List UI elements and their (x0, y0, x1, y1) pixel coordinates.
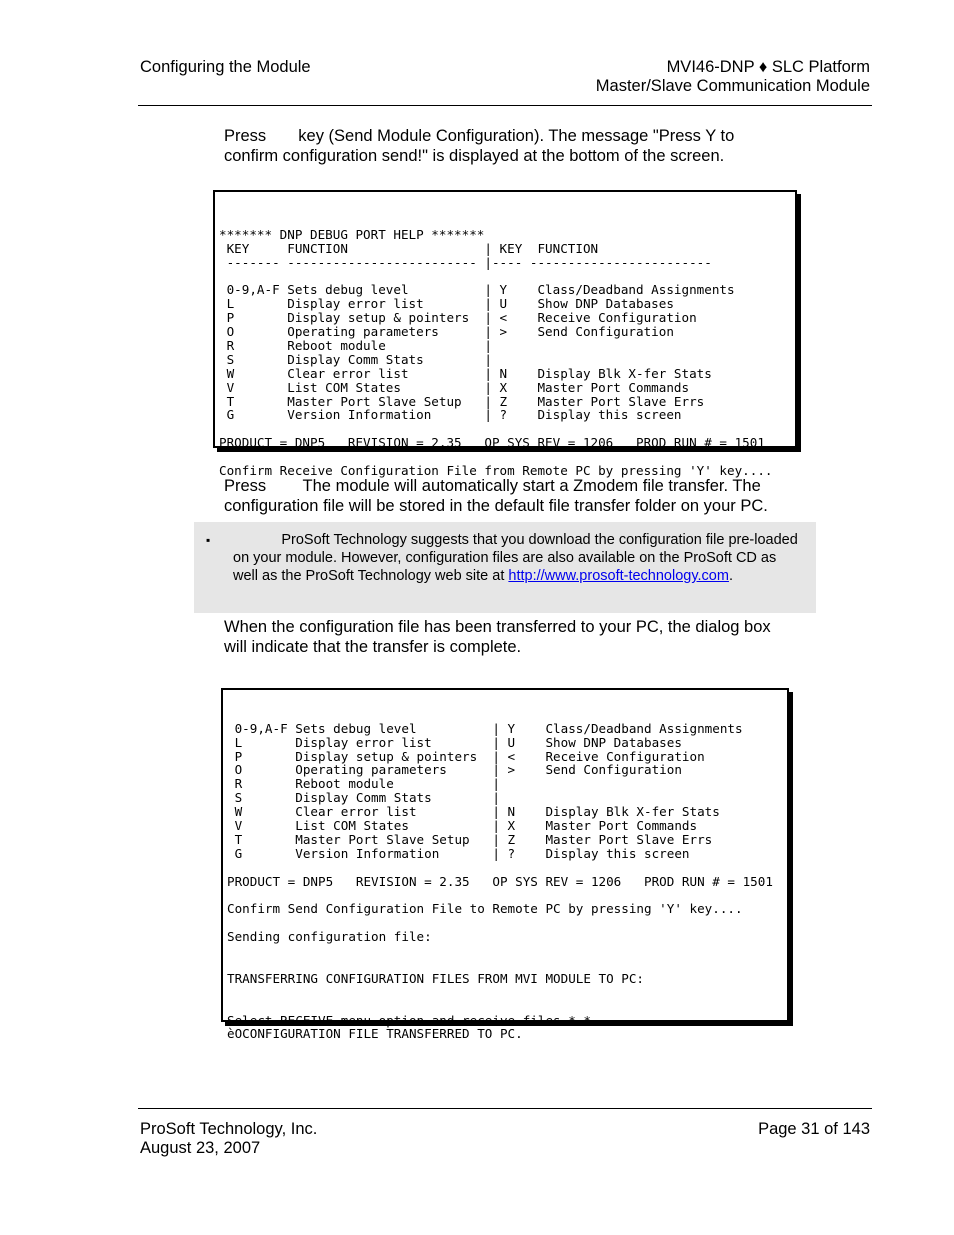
terminal-line (227, 986, 787, 1000)
terminal-line: ------- ------------------------- |---- ------------------------ (219, 254, 712, 270)
note-text (233, 531, 802, 585)
terminal-line: Select RECEIVE menu option and receive files *.* (227, 1012, 591, 1028)
step1-line1: Press key (Send Module Configuration). The message "Press Y to (224, 127, 735, 145)
note-text-end: . (728, 568, 733, 584)
terminal-line: W Clear error list | N Display Blk X-fer Stats (227, 804, 720, 820)
terminal-line (227, 889, 787, 903)
terminal-line: V List COM States | X Master Port Commands (227, 818, 698, 834)
header-product-title: MVI46-DNP ♦ SLC Platform (666, 58, 870, 76)
terminal-line (227, 861, 787, 875)
terminal-line: V List COM States | X Master Port Commands (219, 379, 690, 395)
terminal-line: Sending configuration file: (227, 929, 432, 945)
terminal-line: PRODUCT = DNP5 REVISION = 2.35 OP SYS REV = 1206 PROD RUN # = 1501 (219, 435, 765, 451)
step3-line2: will indicate that the transfer is complete. (224, 638, 522, 656)
terminal-line (219, 422, 795, 436)
terminal-line (227, 944, 787, 958)
terminal-line: èOCONFIGURATION FILE TRANSFERRED TO PC. (227, 1026, 523, 1042)
terminal-line: G Version Information | ? Display this screen (227, 845, 690, 861)
terminal-line: KEY FUNCTION | KEY FUNCTION (219, 240, 599, 256)
terminal-line: G Version Information | ? Display this screen (219, 407, 682, 423)
terminal-line: O Operating parameters | > Send Configuration (219, 324, 674, 340)
footer-company: ProSoft Technology, Inc. (140, 1120, 318, 1138)
terminal-line: 0-9,A-F Sets debug level | Y Class/Deadband Assignments (227, 720, 743, 736)
terminal-line: R Reboot module | (219, 337, 492, 353)
terminal-line: T Master Port Slave Setup | Z Master Port Slave Errs (219, 393, 705, 409)
terminal-line: S Display Comm Stats | (227, 790, 500, 806)
terminal-line: L Display error list | U Show DNP Databases (227, 734, 682, 750)
step2-line2: configuration file will be stored in the default file transfer folder on your PC. (224, 497, 768, 515)
terminal-line: T Master Port Slave Setup | Z Master Port Slave Errs (227, 831, 713, 847)
terminal-line: P Display setup & pointers | < Receive Configuration (219, 310, 697, 326)
terminal-line: P Display setup & pointers | < Receive Configuration (227, 748, 705, 764)
footer-rule (138, 1108, 872, 1109)
terminal-line (219, 450, 795, 464)
footer-date: August 23, 2007 (140, 1139, 261, 1157)
header-section-title: Configuring the Module (140, 58, 311, 76)
terminal-line: PRODUCT = DNP5 REVISION = 2.35 OP SYS REV = 1206 PROD RUN # = 1501 (227, 873, 773, 889)
step1-line2: confirm configuration send!" is displayed at the bottom of the screen. (224, 147, 725, 165)
terminal-line: S Display Comm Stats | (219, 351, 492, 367)
terminal-help-lines (219, 228, 795, 478)
terminal-line: O Operating parameters | > Send Configuration (227, 762, 682, 778)
footer-page-number: Page 31 of 143 (758, 1120, 870, 1138)
header-rule (138, 105, 872, 106)
terminal-line: 0-9,A-F Sets debug level | Y Class/Deadband Assignments (219, 282, 735, 298)
prosoft-website-link[interactable]: http://www.prosoft-technology.com (508, 568, 729, 584)
step3-line1: When the configuration file has been transferred to your PC, the dialog box (224, 618, 771, 636)
terminal-line: Confirm Send Configuration File to Remote PC by pressing 'Y' key.... (227, 901, 743, 917)
terminal-line: R Reboot module | (227, 776, 500, 792)
terminal-transfer-screen (221, 688, 789, 1042)
note-bullet: ▪ (206, 533, 211, 547)
terminal-transfer-lines (227, 722, 787, 1041)
step2-line1: Press The module will automatically start a Zmodem file transfer. The (224, 477, 761, 495)
terminal-line: L Display error list | U Show DNP Databases (219, 296, 674, 312)
terminal-line: Confirm Receive Configuration File from Remote PC by pressing 'Y' key.... (219, 462, 773, 478)
terminal-line (227, 958, 787, 972)
note-text-main: ProSoft Technology suggests that you download the configuration file pre-loaded on your module. However, configuration files are also available on the ProSoft CD as well as the ProSoft Technology web site at (233, 532, 802, 584)
header-product-subtitle: Master/Slave Communication Module (595, 77, 870, 95)
terminal-line: ******* DNP DEBUG PORT HELP ******* (219, 226, 485, 242)
terminal-line (227, 916, 787, 930)
note-box (194, 522, 816, 613)
terminal-line: W Clear error list | N Display Blk X-fer Stats (219, 365, 712, 381)
terminal-line (219, 269, 795, 283)
terminal-line (227, 1000, 787, 1014)
terminal-help-screen (213, 190, 797, 478)
terminal-line: TRANSFERRING CONFIGURATION FILES FROM MVI MODULE TO PC: (227, 970, 645, 986)
